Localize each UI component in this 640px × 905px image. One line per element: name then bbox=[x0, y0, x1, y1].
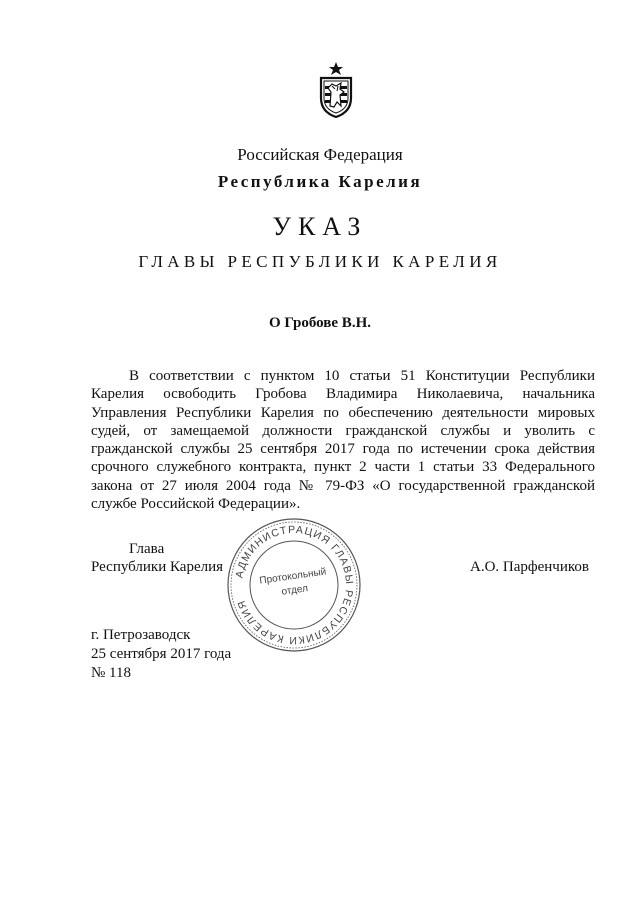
country-name: Российская Федерация bbox=[237, 145, 403, 164]
body-line: В соответствии с пунктом 10 статьи 51 Конституции Республики bbox=[129, 368, 595, 384]
body-line: закона от 27 июля 2004 года № 79-ФЗ «О государственной гражданской bbox=[91, 477, 595, 494]
decree-body bbox=[91, 367, 595, 513]
document-issuer: ГЛАВЫ РЕСПУБЛИКИ КАРЕЛИЯ bbox=[138, 252, 502, 271]
official-stamp bbox=[226, 517, 362, 653]
issue-date: 25 сентября 2017 года bbox=[91, 646, 232, 662]
decree-subject: О Гробове В.Н. bbox=[269, 315, 371, 331]
republic-name: Республика Карелия bbox=[217, 172, 423, 191]
stamp-outer-text: АДМИНИСТРАЦИЯ ГЛАВЫ РЕСПУБЛИКИ КАРЕЛИЯ bbox=[233, 523, 356, 647]
stamp-inner-line1: Протокольный bbox=[258, 566, 327, 587]
body-line: срочного служебного контракта, пункт 2 части 1 статьи 33 Федерального bbox=[91, 459, 595, 476]
decree-number: № 118 bbox=[91, 665, 132, 681]
document-type: УКАЗ bbox=[272, 212, 368, 241]
signatory-title: Глава bbox=[129, 541, 165, 557]
signatory-name: А.О. Парфенчиков bbox=[470, 559, 589, 575]
document-footer bbox=[91, 626, 231, 683]
body-line: Карелия освободить Гробова Владимира Николаевича, начальника bbox=[91, 386, 595, 403]
body-line: судей, от замещаемой должности гражданской службы и уволить с bbox=[91, 422, 595, 439]
signatory-republic: Республики Карелия bbox=[91, 559, 224, 575]
body-line: службе Российской Федерации». bbox=[91, 496, 301, 513]
body-line: гражданской службы 25 сентября 2017 года по истечении срока действия bbox=[91, 441, 595, 458]
karelia-coat-of-arms-icon bbox=[316, 62, 356, 118]
issue-city: г. Петрозаводск bbox=[91, 627, 191, 643]
stamp-inner-line2: отдел bbox=[280, 583, 309, 598]
body-line: Управления Республики Карелия по обеспечению деятельности мировых bbox=[91, 404, 595, 421]
